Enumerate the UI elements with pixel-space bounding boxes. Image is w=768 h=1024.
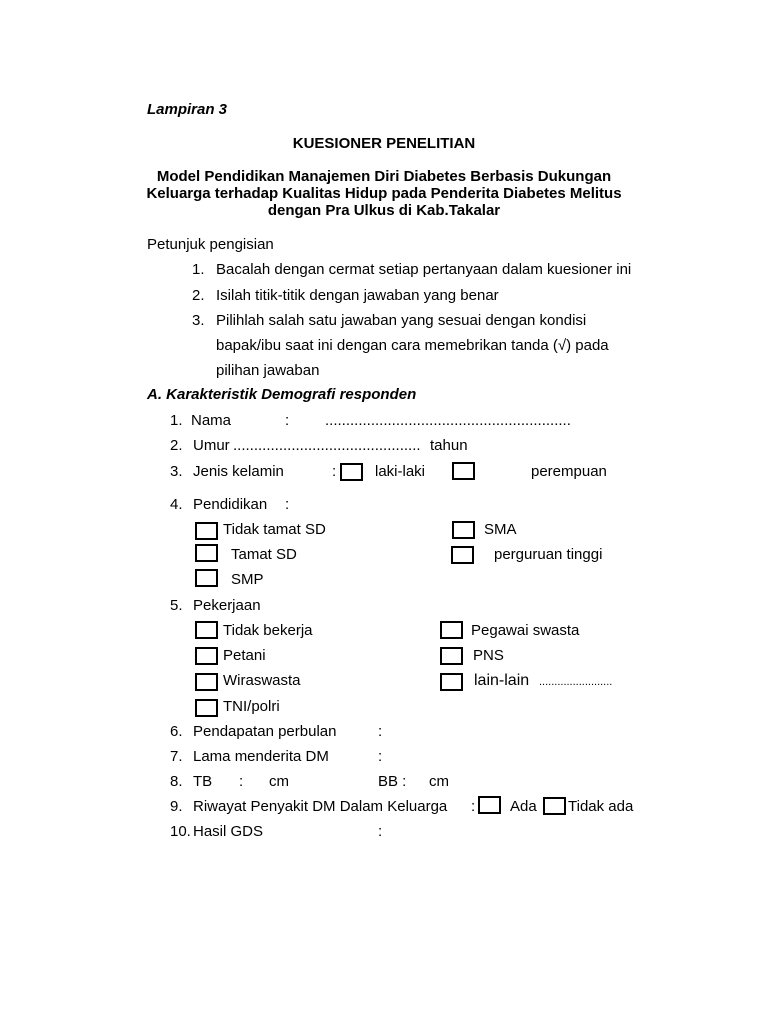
q5-checkbox-tidak-bekerja[interactable] xyxy=(195,621,218,639)
q4-colon: : xyxy=(285,496,290,513)
q2-answer-field[interactable]: ............................................. xyxy=(233,437,421,454)
q2-number: 2. xyxy=(170,437,183,454)
q4-option-perguruan-tinggi: perguruan tinggi xyxy=(494,546,603,563)
q4-label: Pendidikan xyxy=(193,496,268,513)
q5-option-pns: PNS xyxy=(473,647,504,664)
q10-label: Hasil GDS xyxy=(193,823,264,840)
q8-colon: : xyxy=(239,773,244,790)
q5-number: 5. xyxy=(170,597,183,614)
q9-option-ada: Ada xyxy=(510,798,537,815)
q4-checkbox-tamat-sd[interactable] xyxy=(195,544,218,562)
q9-label: Riwayat Penyakit DM Dalam Keluarga xyxy=(193,798,448,815)
q9-option-tidak-ada: Tidak ada xyxy=(568,798,634,815)
q4-checkbox-smp[interactable] xyxy=(195,569,218,587)
instructions-heading: Petunjuk pengisian xyxy=(147,236,274,253)
q5-checkbox-pns[interactable] xyxy=(440,647,463,665)
q6-colon: : xyxy=(378,723,383,740)
q1-label: Nama xyxy=(191,412,232,429)
q6-label: Pendapatan perbulan xyxy=(193,723,337,740)
q3-checkbox-laki-laki[interactable] xyxy=(340,463,363,481)
q3-option-laki-laki: laki-laki xyxy=(375,463,426,480)
instruction-num-3: 3. xyxy=(192,312,205,329)
q8-number: 8. xyxy=(170,773,183,790)
q4-option-tamat-sd: Tamat SD xyxy=(231,546,297,563)
q7-colon: : xyxy=(378,748,383,765)
instruction-text-3-cont-2: pilihan jawaban xyxy=(216,362,320,379)
subtitle-line-1: Model Pendidikan Manajemen Diri Diabetes Berbasis Dukungan xyxy=(156,168,612,185)
subtitle-line-2: Keluarga terhadap Kualitas Hidup pada Penderita Diabetes Melitus xyxy=(146,185,622,202)
q5-option-wiraswasta: Wiraswasta xyxy=(223,672,301,689)
q9-checkbox-ada[interactable] xyxy=(478,796,501,814)
q8-tb-unit: cm xyxy=(269,773,289,790)
instruction-num-1: 1. xyxy=(192,261,205,278)
q3-colon: : xyxy=(332,463,337,480)
q8-bb-label: BB : xyxy=(378,773,407,790)
appendix-label: Lampiran 3 xyxy=(147,101,228,118)
q4-number: 4. xyxy=(170,496,183,513)
q4-option-smp: SMP xyxy=(231,571,264,588)
q5-option-pegawai-swasta: Pegawai swasta xyxy=(471,622,580,639)
q2-suffix: tahun xyxy=(430,437,468,454)
q5-checkbox-petani[interactable] xyxy=(195,647,218,665)
q4-checkbox-perguruan-tinggi[interactable] xyxy=(451,546,474,564)
q5-checkbox-lain-lain[interactable] xyxy=(440,673,463,691)
q5-label: Pekerjaan xyxy=(193,597,261,614)
q9-checkbox-tidak-ada[interactable] xyxy=(543,797,566,815)
instruction-text-2: Isilah titik-titik dengan jawaban yang benar xyxy=(216,287,499,304)
q10-number: 10. xyxy=(170,823,191,840)
q4-checkbox-sma[interactable] xyxy=(452,521,475,539)
q4-checkbox-tidak-tamat-sd[interactable] xyxy=(195,522,218,540)
q5-checkbox-tni-polri[interactable] xyxy=(195,699,218,717)
q5-option-petani: Petani xyxy=(223,647,266,664)
q5-checkbox-wiraswasta[interactable] xyxy=(195,673,218,691)
q5-option-tni-polri: TNI/polri xyxy=(223,698,280,715)
q5-other-answer-field[interactable]: ........................ xyxy=(539,676,613,688)
page-title: KUESIONER PENELITIAN xyxy=(292,135,476,152)
q7-number: 7. xyxy=(170,748,183,765)
q3-option-perempuan: perempuan xyxy=(531,463,607,480)
q4-option-sma: SMA xyxy=(484,521,517,538)
q2-label: Umur xyxy=(193,437,230,454)
instruction-text-3-cont-1: bapak/ibu saat ini dengan cara memebrikan tanda (√) pada xyxy=(216,337,609,354)
instruction-text-1: Bacalah dengan cermat setiap pertanyaan dalam kuesioner ini xyxy=(216,261,632,278)
q9-number: 9. xyxy=(170,798,183,815)
q5-option-lain-lain: lain-lain xyxy=(474,672,530,689)
q6-number: 6. xyxy=(170,723,183,740)
q4-option-tidak-tamat-sd: Tidak tamat SD xyxy=(223,521,326,538)
instruction-num-2: 2. xyxy=(192,287,205,304)
instruction-text-3: Pilihlah salah satu jawaban yang sesuai dengan kondisi xyxy=(216,312,587,329)
section-a-heading: A. Karakteristik Demografi responden xyxy=(147,386,417,403)
subtitle-line-3: dengan Pra Ulkus di Kab.Takalar xyxy=(267,202,501,219)
q7-label: Lama menderita DM xyxy=(193,748,329,765)
q3-checkbox-perempuan[interactable] xyxy=(452,462,475,480)
q9-colon: : xyxy=(471,798,476,815)
q3-number: 3. xyxy=(170,463,183,480)
q1-answer-field[interactable]: ........................................................... xyxy=(325,412,571,429)
q5-option-tidak-bekerja: Tidak bekerja xyxy=(223,622,313,639)
q10-colon: : xyxy=(378,823,383,840)
q3-label: Jenis kelamin xyxy=(193,463,284,480)
q8-tb-label: TB xyxy=(193,773,213,790)
q8-bb-unit: cm xyxy=(429,773,449,790)
q1-number: 1. xyxy=(170,412,183,429)
q5-checkbox-pegawai-swasta[interactable] xyxy=(440,621,463,639)
q1-colon: : xyxy=(285,412,290,429)
